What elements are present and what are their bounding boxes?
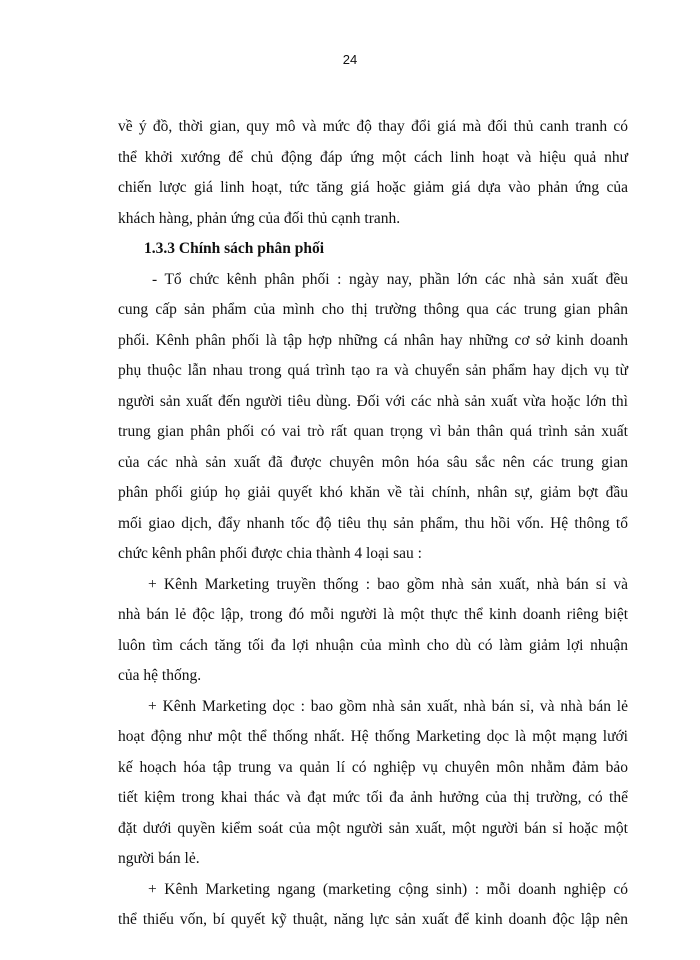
text-line: người bán lẻ. bbox=[118, 850, 200, 867]
text-line: thể khởi xướng để chủ động đáp ứng một cách linh hoạt và hiệu quả như bbox=[118, 148, 628, 166]
text-line: kế hoạch hóa tập trung va quản lí có nghiệp vụ chuyên môn nhằm đảm bảo bbox=[118, 758, 628, 776]
text-line: tiết kiệm trong khai thác và đạt mức tối đa ảnh hưởng của thị trường, có thể bbox=[118, 789, 628, 806]
text-line: nhà bán lẻ độc lập, trong đó mỗi người là một thực thể kinh doanh riêng biệt bbox=[118, 606, 628, 623]
text-line: phụ thuộc lẫn nhau trong quá trình tạo ra và chuyển sản phẩm hay dịch vụ từ bbox=[118, 362, 628, 379]
text-line: người sản xuất đến người tiêu dùng. Đối với các nhà sản xuất vừa hoặc lớn thì bbox=[118, 392, 628, 410]
text-line: + Kênh Marketing dọc : bao gồm nhà sản xuất, nhà bán sỉ, và nhà bán lẻ bbox=[148, 697, 628, 715]
section-heading: 1.3.3 Chính sách phân phối bbox=[144, 240, 325, 257]
text-line: của hệ thống. bbox=[118, 667, 202, 684]
text-line: luôn tìm cách tăng tối đa lợi nhuận của mình cho dù có làm giảm lợi nhuận bbox=[118, 636, 628, 654]
text-line: + Kênh Marketing ngang (marketing cộng sinh) : mỗi doanh nghiệp có bbox=[148, 880, 628, 898]
text-line: trung gian phân phối có vai trò rất quan trọng vì bản thân quá trình sản xuất bbox=[118, 423, 628, 440]
text-line: phân phối giúp họ giải quyết khó khăn về tài chính, nhân sự, giảm bợt đầu bbox=[118, 484, 628, 501]
text-line: khách hàng, phản ứng của đối thủ cạnh tranh. bbox=[118, 209, 401, 227]
document-body bbox=[118, 112, 628, 936]
text-line: + Kênh Marketing truyền thống : bao gồm nhà sản xuất, nhà bán sỉ và bbox=[148, 575, 628, 593]
text-line: phối. Kênh phân phối là tập hợp những cá nhân hay những cơ sở kinh doanh bbox=[118, 331, 628, 349]
page-number: 24 bbox=[342, 52, 358, 67]
text-line: mối giao dịch, đẩy nhanh tốc độ tiêu thụ sản phẩm, thu hồi vốn. Hệ thông tổ bbox=[118, 514, 628, 532]
text-line: chiến lược giá linh hoạt, tức tăng giá hoặc giảm giá dựa vào phản ứng của bbox=[118, 179, 628, 196]
text-line: thể thiếu vốn, bí quyết kỹ thuật, năng lực sản xuất để kinh doanh độc lập nên bbox=[118, 911, 628, 928]
text-line: - Tổ chức kênh phân phối : ngày nay, phần lớn các nhà sản xuất đều bbox=[152, 270, 628, 288]
text-line: cung cấp sản phẩm của mình cho thị trường thông qua các trung gian phân bbox=[118, 301, 628, 318]
text-line: đặt dưới quyền kiểm soát của một người sản xuất, một người bán sỉ hoặc một bbox=[118, 819, 628, 837]
text-line: hoạt động như một thể thống nhất. Hệ thống Marketing dọc là một mạng lưới bbox=[118, 728, 628, 745]
text-line: của các nhà sản xuất đã được chuyên môn hóa sâu sắc nên các trung gian bbox=[118, 453, 628, 471]
text-line: chức kênh phân phối được chia thành 4 loại sau : bbox=[118, 545, 422, 562]
text-line: về ý đồ, thời gian, quy mô và mức độ thay đổi giá mà đối thủ canh tranh có bbox=[118, 118, 628, 135]
